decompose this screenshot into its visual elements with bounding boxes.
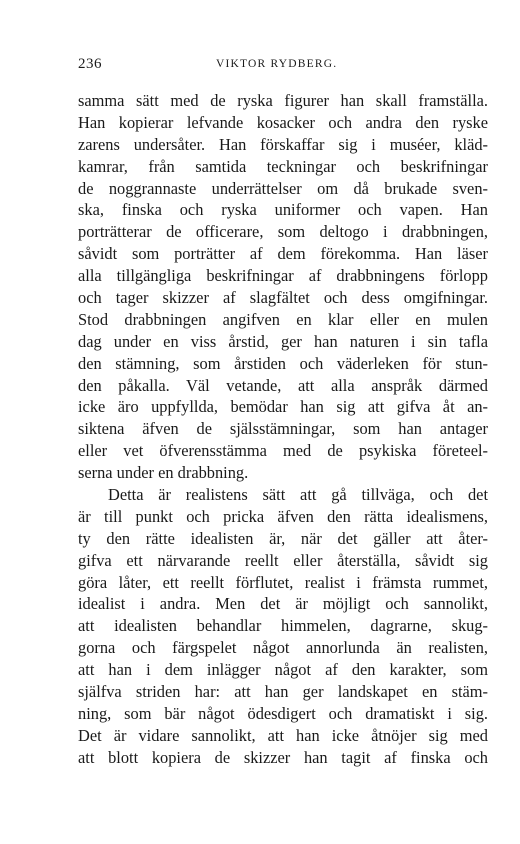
text-line: själfva striden har: att han ger landskapet en stäm- [78,682,488,702]
text-line: alla tillgängliga beskrifningar af drabbningens förlopp [78,266,488,286]
text-line: den stämning, som årstiden och väderleken för stun- [78,353,488,373]
text-line: Det är vidare sannolikt, att han icke åtnöjer sig med [78,725,488,745]
text-line: idealist i andra. Men det är möjligt och sannolikt, [78,594,488,614]
text-line: gorna och färgspelet något annorlunda än realisten, [78,638,488,658]
text-line: eller vet öfverensstämma med de psykiska företeel- [78,441,488,461]
text-line: gifva ett närvarande reellt eller återställa, såvidt sig [78,550,488,570]
text-line: de noggrannaste underrättelser om då brukade sven- [78,178,488,198]
text-line: Stod drabbningen angifven en klar eller en mulen [78,309,488,329]
text-line: att idealisten behandlar himmelen, dagrarne, skug- [78,616,488,636]
text-line: Han kopierar lefvande kosacker och andra den ryske [78,112,488,132]
paragraph [78,90,488,484]
text-line: dag under en viss årstid, ger han naturen i sin tafla [78,331,488,351]
paragraph [78,484,488,769]
text-line: och tager skizzer af slagfältet och dess omgifningar. [78,288,488,308]
page-number: 236 [78,56,102,72]
text-line: porträtterar de officerare, som deltogo i drabbningen, [78,222,488,242]
text-line: göra låter, ett reellt förflutet, realist i främsta rummet, [78,572,488,592]
page-header [78,56,488,78]
text-line: Detta är realistens sätt att gå tillväga, och det [108,485,488,505]
text-line: är till punkt och pricka äfven den rätta idealismens, [78,506,488,526]
text-line: att blott kopiera de skizzer han tagit af finska och [78,747,488,767]
text-line: ning, som bär något ödesdigert och dramatiskt i sig. [78,703,488,723]
text-line: zarens undersåter. Han förskaffar sig i muséer, kläd- [78,134,488,154]
running-head: VIKTOR RYDBERG. [216,58,338,70]
text-line: att han i dem inlägger något af den karakter, som [78,660,488,680]
text-line: samma sätt med de ryska figurer han skall framställa. [78,91,488,110]
book-page [78,56,488,767]
text-line: den påkalla. Väl vetande, att alla anspråk därmed [78,375,488,395]
body-text [78,90,488,769]
text-line: såvidt som porträtter af dem förekomma. Han läser [78,244,488,264]
text-line: siktena äfven de själsstämningar, som han antager [78,419,488,439]
text-line: ty den rätte idealisten är, när det gäller att åter- [78,528,488,548]
text-line: ska, finska och ryska uniformer och vapen. Han [78,200,488,220]
text-line: serna under en drabbning. [78,463,249,483]
text-line: icke äro uppfyllda, bemödar han sig att gifva åt an- [78,397,488,417]
text-line: kamrar, från samtida teckningar och beskrifningar [78,156,488,176]
